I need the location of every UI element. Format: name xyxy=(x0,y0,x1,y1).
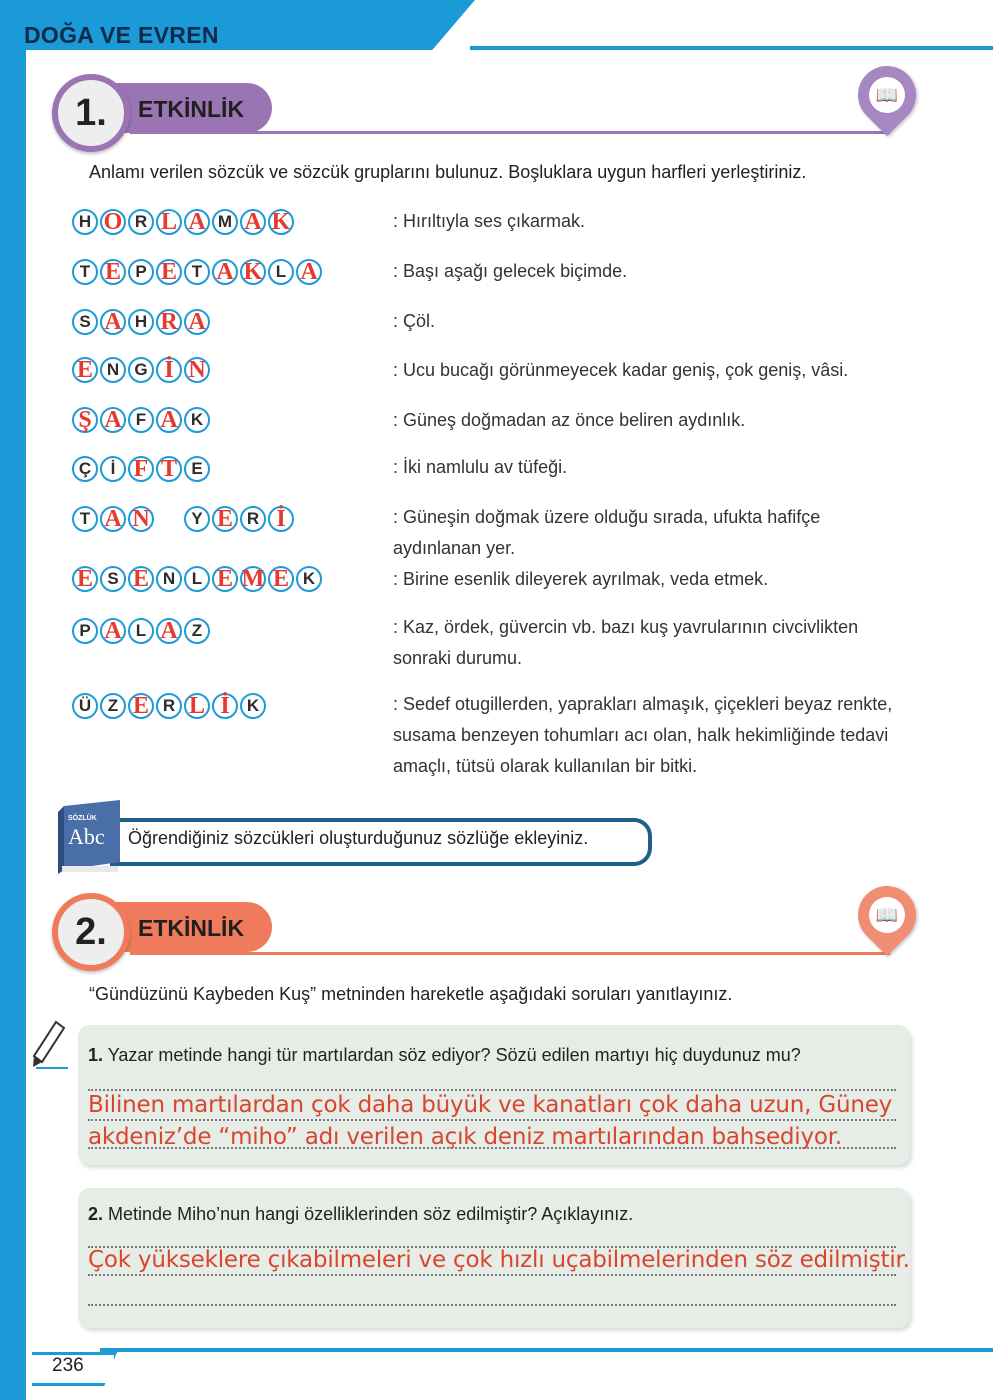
word-definition: : Güneş doğmadan az önce beliren aydınlık. xyxy=(393,410,746,430)
bottom-divider xyxy=(100,1348,993,1352)
word-definition: : Birine esenlik dileyerek ayrılmak, veda etmek. xyxy=(393,569,769,589)
word-definition: : Başı aşağı gelecek biçimde. xyxy=(393,261,628,281)
question-2-text xyxy=(88,1204,633,1225)
word-definition: : Çöl. xyxy=(393,311,436,331)
word-definition: : İki namlulu av tüfeği. xyxy=(393,457,568,477)
filled-letter-tile[interactable]: N xyxy=(128,506,154,532)
filled-letter-tile[interactable]: E xyxy=(212,506,238,532)
given-letter-tile: N xyxy=(100,357,126,383)
word-tiles-row xyxy=(72,253,322,291)
question-1-prompt: Yazar metinde hangi tür martılardan söz ediyor? Sözü edilen martıyı hiç duydunuz mu? xyxy=(107,1045,801,1065)
book-icon: 📖 xyxy=(869,77,905,113)
filled-letter-tile[interactable]: İ xyxy=(156,357,182,383)
filled-letter-tile[interactable]: A xyxy=(156,618,182,644)
word-definition: : Kaz, ördek, güvercin vb. bazı kuş yavrularının civcivlikten sonraki durumu. xyxy=(393,617,859,668)
given-letter-tile: P xyxy=(72,618,98,644)
given-letter-tile: K xyxy=(296,566,322,592)
filled-letter-tile[interactable]: E xyxy=(156,259,182,285)
filled-letter-tile[interactable]: L xyxy=(156,209,182,235)
word-tiles-row xyxy=(72,351,210,389)
filled-letter-tile[interactable]: E xyxy=(268,566,294,592)
word-definition: : Ucu bucağı görünmeyecek kadar geniş, çok geniş, vâsi. xyxy=(393,360,849,380)
answer-line xyxy=(88,1304,896,1306)
given-letter-tile: T xyxy=(72,259,98,285)
filled-letter-tile[interactable]: O xyxy=(100,209,126,235)
activity-2-header xyxy=(52,893,892,979)
question-2-prompt: Metinde Miho’nun hangi özelliklerinden söz edilmiştir? Açıklayınız. xyxy=(108,1204,634,1224)
given-letter-tile: L xyxy=(128,618,154,644)
filled-letter-tile[interactable]: R xyxy=(156,309,182,335)
question-1-box xyxy=(78,1025,910,1165)
question-2-box xyxy=(78,1188,910,1328)
given-letter-tile: M xyxy=(212,209,238,235)
given-letter-tile: S xyxy=(72,309,98,335)
activity-1-rule xyxy=(130,131,890,134)
filled-letter-tile[interactable]: İ xyxy=(268,506,294,532)
filled-letter-tile[interactable]: M xyxy=(241,565,265,592)
given-letter-tile: R xyxy=(128,209,154,235)
filled-letter-tile[interactable]: Ş xyxy=(72,407,98,433)
word-tiles-row xyxy=(72,612,210,650)
question-1-answer-line-2[interactable]: akdeniz’de “miho” adı verilen açık deniz martılarından bahsediyor. xyxy=(88,1124,843,1150)
word-tiles-row xyxy=(72,203,294,241)
activity-1-label: ETKİNLİK xyxy=(138,96,245,122)
activity-2-rule xyxy=(130,952,890,955)
unit-title: DOĞA VE EVREN xyxy=(24,22,219,48)
filled-letter-tile[interactable]: L xyxy=(184,693,210,719)
filled-letter-tile[interactable]: T xyxy=(156,456,182,482)
given-letter-tile: G xyxy=(128,357,154,383)
page-number: 236 xyxy=(52,1355,84,1376)
activity-2-number: 2. xyxy=(75,910,107,953)
given-letter-tile: N xyxy=(156,566,182,592)
given-letter-tile: P xyxy=(128,259,154,285)
filled-letter-tile[interactable]: A xyxy=(296,259,322,285)
filled-letter-tile[interactable]: A xyxy=(184,309,210,335)
activity-2-instruction: “Gündüzünü Kaybeden Kuş” metninden hareketle aşağıdaki soruları yanıtlayınız. xyxy=(89,984,733,1004)
filled-letter-tile[interactable]: A xyxy=(100,506,126,532)
dictionary-note-text: Öğrendiğiniz sözcükleri oluşturduğunuz sözlüğe ekleyiniz. xyxy=(128,828,589,848)
given-letter-tile: R xyxy=(240,506,266,532)
word-tiles-row xyxy=(72,401,210,439)
given-letter-tile: L xyxy=(268,259,294,285)
filled-letter-tile[interactable]: F xyxy=(128,456,154,482)
top-divider xyxy=(470,46,993,50)
activity-2-label: ETKİNLİK xyxy=(138,915,245,941)
given-letter-tile: S xyxy=(100,566,126,592)
pencil-icon xyxy=(30,1020,70,1070)
activity-1-instruction: Anlamı verilen sözcük ve sözcük gruplarını bulunuz. Boşluklara uygun harfleri yerleştiriniz. xyxy=(89,162,807,182)
word-tiles-row xyxy=(72,687,266,725)
filled-letter-tile[interactable]: K xyxy=(268,209,294,235)
filled-letter-tile[interactable]: N xyxy=(184,357,210,383)
given-letter-tile: H xyxy=(128,309,154,335)
word-definition: : Güneşin doğmak üzere olduğu sırada, ufukta hafifçe aydınlanan yer. xyxy=(393,507,821,558)
word-tiles-row xyxy=(72,500,294,538)
dictionary-book-icon xyxy=(54,800,126,874)
filled-letter-tile[interactable]: E xyxy=(128,566,154,592)
word-tiles-row xyxy=(72,560,322,598)
question-1-answer-line-1[interactable]: Bilinen martılardan çok daha büyük ve kanatları çok daha uzun, Güney xyxy=(88,1092,893,1118)
given-letter-tile: F xyxy=(128,407,154,433)
filled-letter-tile[interactable]: A xyxy=(156,407,182,433)
word-tiles-row xyxy=(72,450,210,488)
filled-letter-tile[interactable]: E xyxy=(212,566,238,592)
given-letter-tile: T xyxy=(184,259,210,285)
given-letter-tile: T xyxy=(72,506,98,532)
given-letter-tile: K xyxy=(240,693,266,719)
filled-letter-tile[interactable]: A xyxy=(100,309,126,335)
given-letter-tile: Y xyxy=(184,506,210,532)
book-icon: 📖 xyxy=(869,897,905,933)
filled-letter-tile[interactable]: E xyxy=(128,693,154,719)
activity-1-number-badge xyxy=(52,74,130,152)
filled-letter-tile[interactable]: A xyxy=(100,407,126,433)
given-letter-tile: L xyxy=(184,566,210,592)
filled-letter-tile[interactable]: İ xyxy=(212,693,238,719)
question-2-number: 2. xyxy=(88,1204,104,1224)
question-1-number: 1. xyxy=(88,1045,104,1065)
given-letter-tile: Z xyxy=(184,618,210,644)
given-letter-tile: E xyxy=(184,456,210,482)
given-letter-tile: K xyxy=(184,407,210,433)
filled-letter-tile[interactable]: A xyxy=(100,618,126,644)
word-definition: : Sedef otugillerden, yaprakları almaşık, çiçekleri beyaz renkte, susama benzeyen tohumları acı olan, halk hekimliğinde tedavi amaçlı, tütsü olarak kullanılan bir bitki. xyxy=(393,694,893,776)
filled-letter-tile[interactable]: E xyxy=(100,259,126,285)
word-tiles-row xyxy=(72,303,210,341)
given-letter-tile: Ç xyxy=(72,456,98,482)
filled-letter-tile[interactable]: A xyxy=(240,209,266,235)
word-definition: : Hırıltıyla ses çıkarmak. xyxy=(393,211,586,231)
filled-letter-tile[interactable]: E xyxy=(72,566,98,592)
filled-letter-tile[interactable]: K xyxy=(240,259,266,285)
question-1-text xyxy=(88,1045,801,1066)
dictionary-book-label: Abc xyxy=(68,824,105,849)
filled-letter-tile[interactable]: E xyxy=(72,357,98,383)
activity-1-header xyxy=(52,74,892,160)
given-letter-tile: Ü xyxy=(72,693,98,719)
question-2-answer-line-1[interactable]: Çok yükseklere çıkabilmeleri ve çok hızlı uçabilmelerinden söz edilmiştir. xyxy=(88,1247,910,1273)
filled-letter-tile[interactable]: A xyxy=(212,259,238,285)
given-letter-tile: Z xyxy=(100,693,126,719)
activity-1-number: 1. xyxy=(75,91,107,134)
given-letter-tile: R xyxy=(156,693,182,719)
word-space xyxy=(156,506,182,532)
left-sidebar-band xyxy=(0,0,26,1400)
activity-2-number-badge xyxy=(52,893,130,971)
given-letter-tile: İ xyxy=(100,456,126,482)
dictionary-book-small-label: SÖZLÜK xyxy=(68,815,97,822)
given-letter-tile: H xyxy=(72,209,98,235)
filled-letter-tile[interactable]: A xyxy=(184,209,210,235)
